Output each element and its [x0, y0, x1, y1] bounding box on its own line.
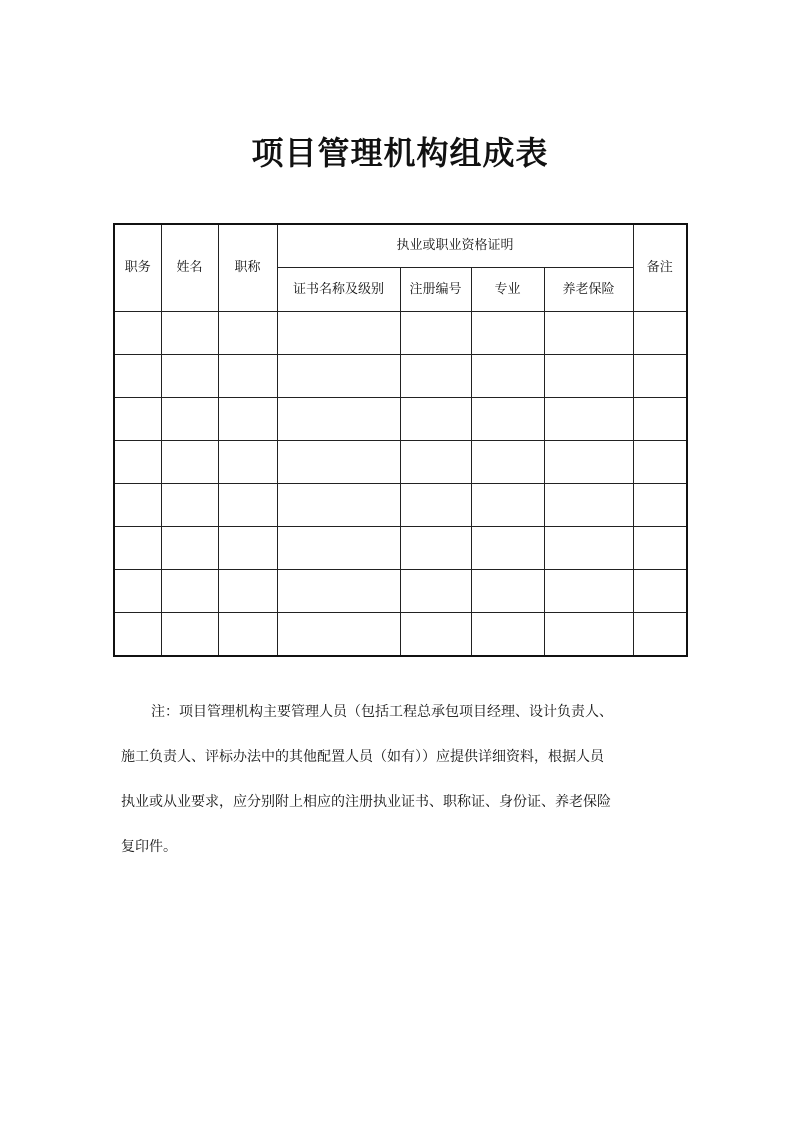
- note-section: [121, 690, 687, 870]
- table-cell: [114, 613, 161, 657]
- table-cell: [161, 355, 218, 398]
- table-cell: [400, 398, 471, 441]
- table-cell: [544, 527, 633, 570]
- header-pension-insurance: 养老保险: [544, 268, 633, 312]
- table-cell: [400, 570, 471, 613]
- table-cell: [277, 441, 400, 484]
- table-cell: [400, 355, 471, 398]
- table-cell: [633, 312, 687, 355]
- table-cell: [544, 613, 633, 657]
- table-cell: [544, 441, 633, 484]
- table-cell: [633, 441, 687, 484]
- table-cell: [277, 613, 400, 657]
- table-cell: [471, 398, 544, 441]
- table-cell: [633, 527, 687, 570]
- table-cell: [218, 355, 277, 398]
- table-row: [114, 527, 687, 570]
- table-cell: [161, 484, 218, 527]
- header-name: 姓名: [161, 224, 218, 312]
- table-cell: [161, 312, 218, 355]
- table-cell: [277, 527, 400, 570]
- table-cell: [544, 312, 633, 355]
- note-line-text: 注：项目管理机构主要管理人员（包括工程总承包项目经理、设计负责人、: [151, 704, 613, 720]
- table-cell: [218, 398, 277, 441]
- table-cell: [114, 484, 161, 527]
- header-registration-no: 注册编号: [400, 268, 471, 312]
- table-row: [114, 355, 687, 398]
- note-line: 执业或从业要求，应分别附上相应的注册执业证书、职称证、身份证、养老保险: [121, 794, 611, 810]
- table-cell: [161, 570, 218, 613]
- table-cell: [114, 570, 161, 613]
- table-cell: [633, 484, 687, 527]
- table-cell: [277, 355, 400, 398]
- table-cell: [633, 613, 687, 657]
- table-cell: [400, 484, 471, 527]
- table-cell: [161, 527, 218, 570]
- table-cell: [544, 398, 633, 441]
- table-cell: [400, 613, 471, 657]
- table-cell: [633, 355, 687, 398]
- table-cell: [471, 484, 544, 527]
- table-cell: [400, 527, 471, 570]
- table-cell: [277, 570, 400, 613]
- table-cell: [114, 441, 161, 484]
- table-row: [114, 312, 687, 355]
- note-line: [121, 690, 687, 735]
- table-cell: [277, 398, 400, 441]
- table-cell: [161, 441, 218, 484]
- table-cell: [471, 441, 544, 484]
- table-header-row: [114, 224, 687, 268]
- table-cell: [544, 355, 633, 398]
- header-certificate: 证书名称及级别: [277, 268, 400, 312]
- header-title: 职称: [218, 224, 277, 312]
- header-specialty: 专业: [471, 268, 544, 312]
- note-line: 复印件。: [121, 839, 177, 855]
- org-structure-table: [113, 223, 688, 657]
- table-cell: [633, 398, 687, 441]
- table-cell: [114, 312, 161, 355]
- table-cell: [471, 355, 544, 398]
- table-cell: [218, 441, 277, 484]
- table-cell: [633, 570, 687, 613]
- table-cell: [218, 570, 277, 613]
- table-cell: [161, 398, 218, 441]
- table-cell: [471, 570, 544, 613]
- table-row: [114, 613, 687, 657]
- header-remarks: 备注: [633, 224, 687, 312]
- header-qualification-group: 执业或职业资格证明: [277, 224, 633, 268]
- table-cell: [471, 312, 544, 355]
- table-cell: [400, 312, 471, 355]
- table-cell: [218, 613, 277, 657]
- table-cell: [218, 527, 277, 570]
- table-cell: [114, 398, 161, 441]
- page-title: 项目管理机构组成表: [251, 134, 549, 172]
- table-cell: [114, 355, 161, 398]
- table-cell: [114, 527, 161, 570]
- table-cell: [544, 484, 633, 527]
- table-row: [114, 484, 687, 527]
- table-cell: [218, 312, 277, 355]
- table-cell: [277, 312, 400, 355]
- table-row: [114, 441, 687, 484]
- table-cell: [161, 613, 218, 657]
- table-row: [114, 570, 687, 613]
- header-position: 职务: [114, 224, 161, 312]
- table-cell: [544, 570, 633, 613]
- table-cell: [277, 484, 400, 527]
- note-line: 施工负责人、评标办法中的其他配置人员（如有））应提供详细资料，根据人员: [121, 749, 604, 765]
- table-cell: [471, 527, 544, 570]
- table-cell: [400, 441, 471, 484]
- table-cell: [471, 613, 544, 657]
- table-row: [114, 398, 687, 441]
- table-cell: [218, 484, 277, 527]
